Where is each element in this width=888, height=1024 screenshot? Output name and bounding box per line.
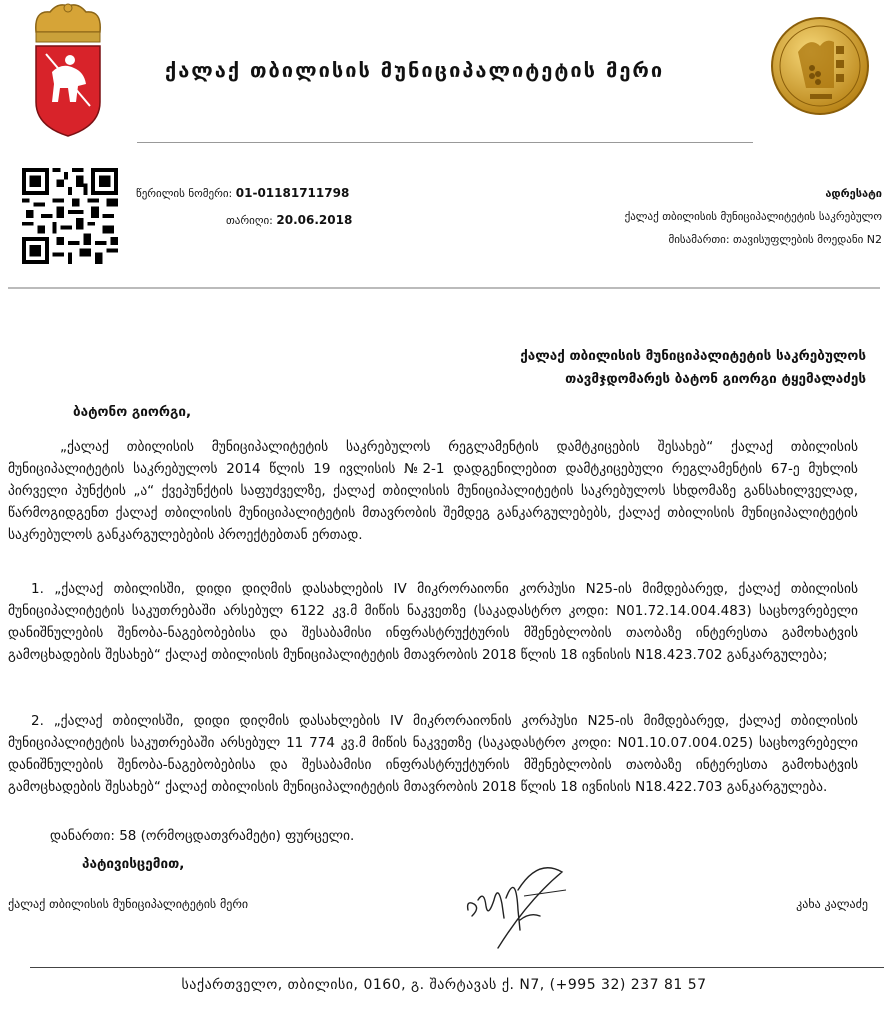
closing: პატივისცემით, <box>82 856 185 872</box>
footer-divider <box>30 967 884 968</box>
meta-divider <box>8 287 880 289</box>
salutation: ბატონო გიორგი, <box>73 404 192 420</box>
letter-number-value: 01-01181711798 <box>235 186 350 200</box>
signer-name: კახა კალაძე <box>796 897 868 911</box>
letter-number-label: წერილის ნომერი: <box>136 187 233 200</box>
letter-date-label: თარიღი: <box>226 214 273 227</box>
attachment-note: დანართი: 58 (ორმოცდათვრამეტი) ფურცელი. <box>50 828 355 844</box>
tbilisi-seal-icon <box>770 16 870 116</box>
signature-icon <box>458 860 578 955</box>
addressee-org: ქალაქ თბილისის მუნიციპალიტეტის საკრებულო <box>624 210 882 223</box>
list-item: 2. „ქალაქ თბილისში, დიდი დიღმის დასახლების IV მიკრორაიონის კორპუსი N25-ის მიმდებარედ, ქალაქ თბილისის მუნიციპალიტეტის საკუთრებაში არსებულ 11 774 კვ.მ მიწის ნაკვეთზე (საკადასტრო კოდი: N01.10.07.004.025) საცხოვრებელი დანიშნულების შენობა-ნაგებობებისა და შესაბამისი ინფრასტრუქტურის მშენებლობის თაობაზე ინტერესთა გამოხატვის გამოცხადების შესახებ“ ქალაქ თბილისის მუნიციპალიტეტის მთავრობის 2018 წლის 18 ივნისის N18.422.703 განკარგულება. <box>8 713 858 795</box>
intro-paragraph: „ქალაქ თბილისის მუნიციპალიტეტის საკრებულოს რეგლამენტის დამტკიცების შესახებ“ ქალაქ თბილისის მუნიციპალიტეტის საკრებულოს 2014 წლის 19 ივლისის №2-1 დადგენილებით დამტკიცებული რეგლამენტის 67-ე მუხლის პირველი პუნქტის „ა“ ქვეპუნქტის საფუძველზე, ქალაქ თბილისის მუნიციპალიტეტის საკრებულოს სხდომაზე განსახილველად, წარმოგიდგენთ ქალაქ თბილისის მუნიციპალიტეტის მთავრობის შემდეგ განკარგულებებს, ქალაქ თბილისის მუნიციპალიტეტის საკრებულოს განკარგულებების პროექტებთან ერთად. <box>8 439 858 543</box>
footer-address: საქართველო, თბილისი, 0160, გ. შარტავას ქ. N7, (+995 32) 237 81 57 <box>181 977 707 993</box>
addressee-heading: ადრესატი <box>825 187 882 200</box>
qr-code-icon <box>22 168 118 264</box>
signer-role: ქალაქ თბილისის მუნიციპალიტეტის მერი <box>8 897 249 911</box>
header-divider <box>137 142 753 143</box>
recipient-block <box>520 345 866 391</box>
letter-date-value: 20.06.2018 <box>276 213 353 227</box>
letter-date <box>226 213 352 227</box>
addressee-address: მისამართი: თავისუფლების მოედანი N2 <box>668 233 882 246</box>
recipient-line-2: თავმჯდომარეს ბატონ გიორგი ტყემალაძეს <box>565 371 866 387</box>
page-title: ქალაქ თბილისის მუნიციპალიტეტის მერი <box>165 58 665 82</box>
list-item: 1. „ქალაქ თბილისში, დიდი დიღმის დასახლების IV მიკრორაიონი კორპუსი N25-ის მიმდებარედ, ქალაქ თბილისის მუნიციპალიტეტის საკუთრებაში არსებულ 6122 კვ.მ მიწის ნაკვეთზე (საკადასტრო კოდი: N01.72.14.004.483) საცხოვრებელი დანიშნულების შენობა-ნაგებობებისა და შესაბამისი ინფრასტრუქტურის მშენებლობის თაობაზე ინტერესთა გამოხატვის გამოცხადების შესახებ“ ქალაქ თბილისის მუნიციპალიტეტის მთავრობის 2018 წლის 18 ივნისის N18.423.702 განკარგულება; <box>8 581 858 663</box>
recipient-line-1: ქალაქ თბილისის მუნიციპალიტეტის საკრებულოს <box>520 348 866 364</box>
letter-number <box>136 186 349 200</box>
coat-of-arms-icon <box>30 2 106 138</box>
